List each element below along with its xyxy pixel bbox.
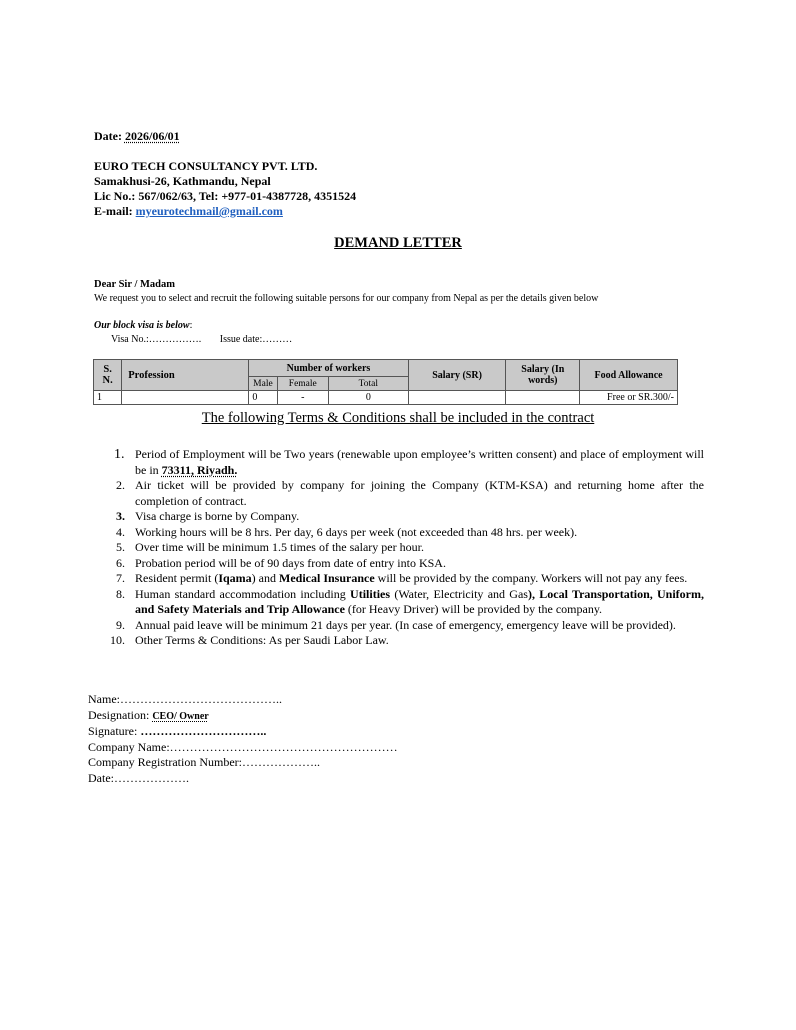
list-item: 1. Period of Employment will be Two years (renewable upon employee’s written consent) and place of employment will be in 73311, Riyadh. (114, 447, 704, 477)
email-link[interactable]: myeurotechmail@gmail.com (135, 204, 283, 218)
header-workers: Number of workers (249, 360, 408, 377)
visa-issue-date: Issue date:……… (219, 334, 293, 345)
list-item: 4. Working hours will be 8 hrs. Per day, 6 days per week (not exceeded than 48 hrs. per week). (116, 524, 578, 539)
terms-heading: The following Terms & Conditions shall be included in the contract (201, 410, 595, 426)
list-item: 3. Visa charge is borne by Company. (116, 509, 300, 523)
list-item: 7. Resident permit (Iqama) and Medical Insurance will be provided by the company. Workers will not pay any fees. (116, 571, 688, 585)
signoff-reg-number: Company Registration Number:……………….. (88, 755, 320, 769)
visa-details (111, 334, 308, 345)
header-male: Male (249, 377, 277, 391)
header-food: Food Allowance (580, 360, 678, 391)
cell-total: 0 (328, 391, 408, 405)
cell-male: 0 (249, 391, 277, 405)
list-item: 2. Air ticket will be provided by company for joining the Company (KTM-KSA) and returning home after the completion of contract. (116, 478, 704, 508)
date-value: 2026/06/01 (124, 129, 180, 143)
signoff-name: Name:………………………………….. (88, 692, 282, 706)
list-item: 8. Human standard accommodation including Utilities (Water, Electricity and Gas), Local Transportation, Uniform, and Safety Materials and Trip Allowance (for Heavy Driver) will be provided by the company. (116, 586, 705, 616)
header-salary-words: Salary (In words) (506, 360, 580, 391)
request-text: We request you to select and recruit the following suitable persons for our company from Nepal as per the details given below (94, 293, 599, 304)
header-female: Female (277, 377, 328, 391)
header-sn: S. N. (94, 360, 122, 391)
table-row (94, 391, 678, 405)
cell-profession (122, 391, 249, 405)
visa-number: Visa No.:……………. (111, 334, 202, 345)
cell-female: - (277, 391, 328, 405)
company-name: EURO TECH CONSULTANCY PVT. LTD. (94, 159, 318, 173)
list-item: 6. Probation period will be of 90 days from date of entry into KSA. (116, 555, 446, 570)
email-line: E-mail: myeurotechmail@gmail.com (94, 204, 283, 218)
visa-heading: Our block visa is below: (94, 320, 193, 331)
company-address: Samakhusi-26, Kathmandu, Nepal (94, 174, 271, 188)
document-title: DEMAND LETTER (334, 235, 462, 251)
header-total: Total (328, 377, 408, 391)
requirements-table (93, 359, 678, 405)
signoff-company-name: Company Name:………………………………………………… (88, 739, 398, 754)
terms-list (110, 447, 705, 649)
license-phone: Lic No.: 567/062/63, Tel: +977-01-4387728, 4351524 (94, 189, 357, 203)
header-salary-sr: Salary (SR) (408, 360, 506, 391)
date-line: Date: 2026/06/01 (94, 129, 180, 143)
list-item: 10. Other Terms & Conditions: As per Saudi Labor Law. (110, 633, 389, 647)
header-profession: Profession (122, 360, 249, 391)
cell-salary-words (506, 391, 580, 405)
list-item: 9. Annual paid leave will be minimum 21 days per year. (In case of emergency, emergency leave will be provided). (116, 617, 676, 632)
list-item: 5. Over time will be minimum 1.5 times of the salary per hour. (116, 540, 424, 554)
signoff-signature: Signature: ………………………….. (88, 724, 267, 738)
signoff-designation: Designation: CEO/ Owner (88, 707, 209, 722)
cell-sn: 1 (94, 391, 122, 405)
cell-salary-sr (408, 391, 506, 405)
signoff-block (88, 692, 398, 786)
cell-food: Free or SR.300/- (580, 391, 678, 405)
greeting: Dear Sir / Madam (94, 279, 175, 290)
letter-header (94, 129, 356, 219)
signoff-date: Date:………………. (88, 770, 189, 785)
